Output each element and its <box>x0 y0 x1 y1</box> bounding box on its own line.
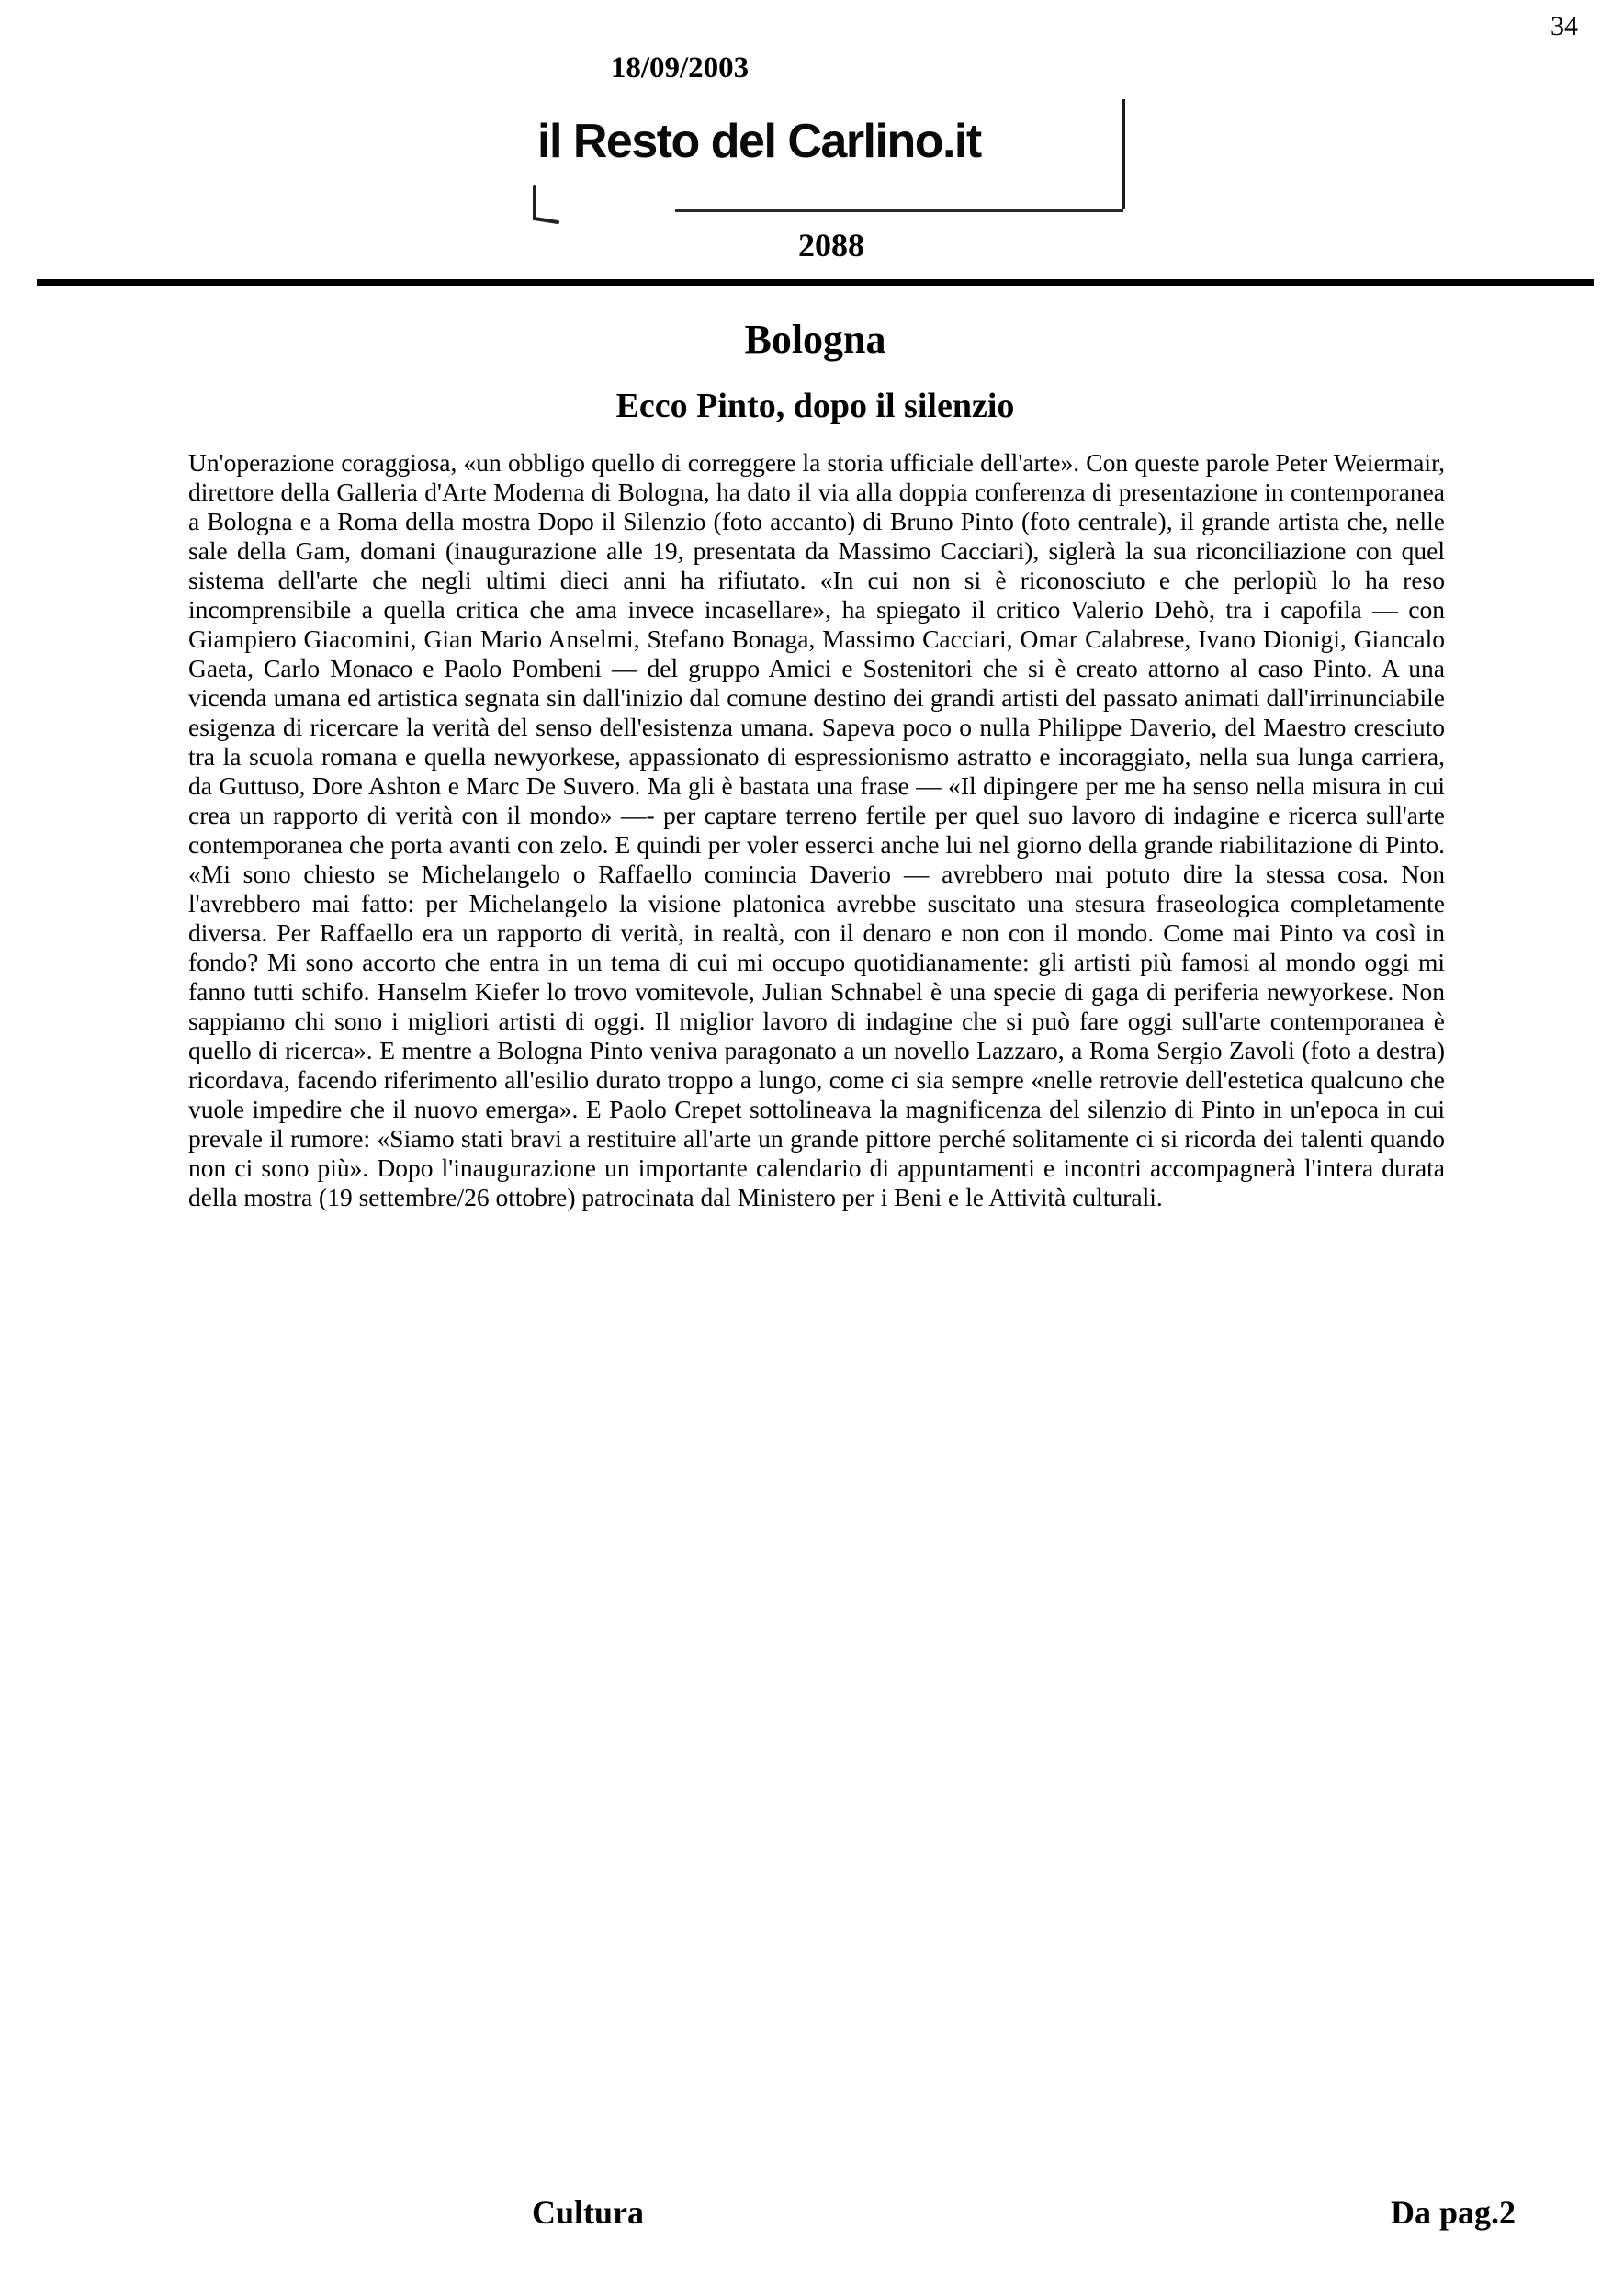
newspaper-logo: il Resto del Carlino.it <box>537 115 981 168</box>
article-body: Un'operazione coraggiosa, «un obbligo quello di correggere la storia ufficiale dell'arte». Con queste parole Peter Weiermair, direttore della Galleria d'Arte Moderna di Bologna, ha dato il via alla doppia conferenza di presentazione in contemporanea a Bologna e a Roma della mostra Dopo il Silenzio (foto accanto) di Bruno Pinto (foto centrale), il grande artista che, nelle sale della Gam, domani (inaugurazione alle 19, presentata da Massimo Cacciari), siglerà la sua riconciliazione con quel sistema dell'arte che negli ultimi dieci anni ha rifiutato. «In cui non si è riconosciuto e che perlopiù lo ha reso incomprensibile a quella critica che ama invece incasellare», ha spiegato il critico Valerio Dehò, tra i capofila — con Giampiero Giacomini, Gian Mario Anselmi, Stefano Bonaga, Massimo Cacciari, Omar Calabrese, Ivano Dionigi, Giancalo Gaeta, Carlo Monaco e Paolo Pombeni — del gruppo Amici e Sostenitori che si è creato attorno al caso Pinto. A una vicenda umana ed artistica segnata sin dall'inizio dal comune destino dei grandi artisti del passato animati dall'irrinunciabile esigenza di ricercare la verità del senso dell'esistenza umana. Sapeva poco o nulla Philippe Daverio, del Maestro cresciuto tra la scuola romana e quella newyorkese, appassionato di espressionismo astratto e incoraggiato, nella sua lunga carriera, da Guttuso, Dore Ashton e Marc De Suvero. Ma gli è bastata una frase — «Il dipingere per me ha senso nella misura in cui crea un rapporto di verità con il mondo» —- per captare terreno fertile per quel suo lavoro di indagine e ricerca sull'arte contemporanea che porta avanti con zelo. E quindi per voler esserci anche lui nel giorno della grande riabilitazione di Pinto. «Mi sono chiesto se Michelangelo o Raffaello comincia Daverio — avrebbero mai potuto dire la stessa cosa. Non l'avrebbero mai fatto: per Michelangelo la visione platonica avrebbe suscitato una stesura fraseologica completamente diversa. Per Raffaello era un rapporto di verità, in realtà, con il denaro e non con il mondo. Come mai Pinto va così in fondo? Mi sono accorto che entra in un tema di cui mi occupo quotidianamente: gli artisti più famosi al mondo oggi mi fanno tutti schifo. Hanselm Kiefer lo trovo vomitevole, Julian Schnabel è una specie di gaga di periferia newyorkese. Non sappiamo chi sono i migliori artisti di oggi. Il miglior lavoro di indagine che si può fare oggi sull'arte contemporanea è quello di ricerca». E mentre a Bologna Pinto veniva paragonato a un novello Lazzaro, a Roma Sergio Zavoli (foto a destra) ricordava, facendo riferimento all'esilio durato troppo a lungo, come ci sia sempre «nelle retrovie dell'estetica qualcuno che vuole impedire che il nuovo emerga». E Paolo Crepet sottolineava la magnificenza del silenzio di Pinto in un'epoca in cui prevale il rumore: «Siamo stati bravi a restituire all'arte un grande pittore perché solitamente ci si ricorda dei talenti quando non ci sono più». Dopo l'inaugurazione un importante calendario di appuntamenti e incontri accompagnerà l'intera durata della mostra (19 settembre/26 ottobre) patrocinata dal Ministero per i Beni e le Attività culturali. <box>188 448 1445 1211</box>
page-number: 34 <box>1551 11 1578 41</box>
section-title-city: Bologna <box>744 317 886 362</box>
logo-vertical-bar <box>1122 99 1125 209</box>
scan-artifact-mark <box>528 184 565 231</box>
article-date: 18/09/2003 <box>610 51 750 84</box>
footer-page-reference: Da pag.2 <box>1390 2194 1516 2231</box>
footer-section-label: Cultura <box>531 2194 644 2231</box>
article-headline: Ecco Pinto, dopo il silenzio <box>615 387 1015 425</box>
divider-rule <box>37 279 1594 286</box>
edition-code: 2088 <box>798 227 864 264</box>
logo-underline <box>675 209 1123 212</box>
masthead <box>537 99 1125 219</box>
